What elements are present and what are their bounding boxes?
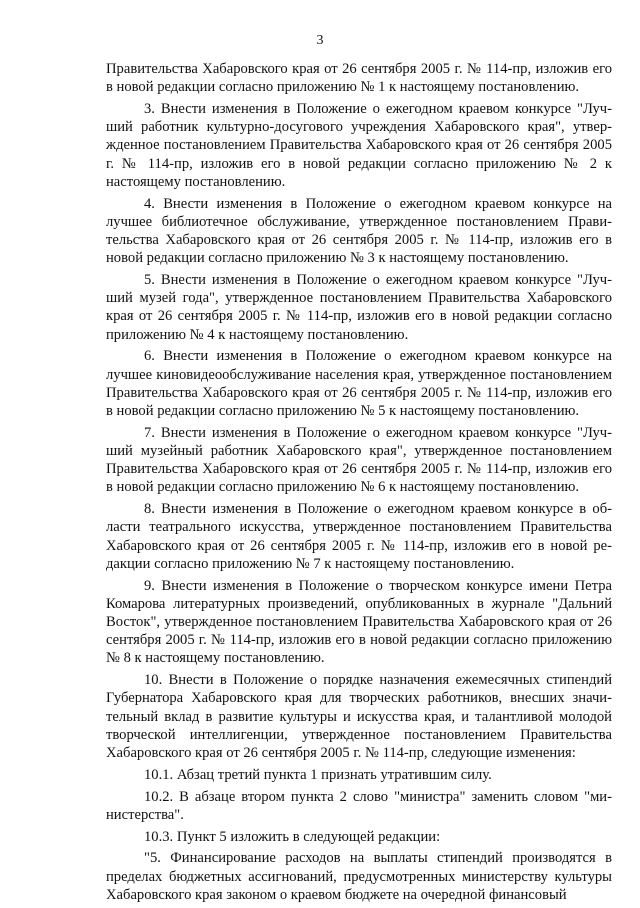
paragraph-continuation: Правительства Хабаровского края от 26 сентября 2005 г. № 114-пр, изложив его в новой редакции согласно приложению № 1 к настоящему постановлению.	[106, 61, 612, 96]
paragraph-item-4: 4. Внести изменения в Положение о ежегодном краевом конкурсе на лучшее библиотечное обслуживание, утвержденное постановлением Правительства Хабаровского края от 26 сентября 2005 г. № 114-пр, изложив его в новой редакции согласно приложению № 3 к настоящему постановлению.	[106, 195, 612, 267]
paragraph-item-9: 9. Внести изменения в Положение о творческом конкурсе имени Петра Комарова литературных произведений, опубликованных в журнале "Дальний Восток", утвержденное постановлением Правительства Хабаровского края от 26 сентября 2005 г. № 114-пр, изложив его в новой редакции согласно приложению № 8 к настоящему постановлению.	[106, 577, 612, 667]
document-body	[106, 60, 612, 908]
paragraph-item-10: 10. Внести в Положение о порядке назначения ежемесячных стипендий Губернатора Хабаровского края для творческих работников, внесших значительный вклад в развитие культуры и искусства края, и талантливой молодой творческой интеллигенции, утвержденное постановлением Правительства Хабаровского края от 26 сентября 2005 г. № 114-пр, следующие изменения:	[106, 672, 612, 762]
paragraph-item-6: 6. Внести изменения в Положение о ежегодном краевом конкурсе на лучшее киновидеообслуживание населения края, утвержденное постановлением Правительства Хабаровского края от 26 сентября 2005 г. № 114-пр, изложив его в новой редакции согласно приложению № 5 к настоящему постановлению.	[106, 348, 612, 420]
paragraph-quoted-item-5: "5. Финансирование расходов на выплаты стипендий производятся в пределах бюджетных ассигнований, предусмотренных министерству культуры Хабаровского края законом о краевом бюджете на очередной финансовый	[106, 850, 612, 903]
paragraph-item-3: 3. Внести изменения в Положение о ежегодном краевом конкурсе "Лучший работник культурно-досугового учреждения Хабаровского края", утвержденное постановлением Правительства Хабаровского края от 26 сентября 2005 г. № 114-пр, изложив его в новой редакции согласно приложению № 2 к настоящему постановлению.	[106, 101, 612, 190]
paragraph-item-10-3: 10.3. Пункт 5 изложить в следующей редакции:	[144, 828, 441, 845]
page-number: 3	[316, 33, 324, 48]
paragraph-item-10-1: 10.1. Абзац третий пункта 1 признать утратившим силу.	[144, 766, 492, 783]
paragraph-item-10-2: 10.2. В абзаце втором пункта 2 слово "министра" заменить словом "министерства".	[106, 788, 612, 823]
paragraph-item-7: 7. Внести изменения в Положение о ежегодном краевом конкурсе "Лучший музейный работник Хабаровского края", утвержденное постановлением Правительства Хабаровского края от 26 сентября 2005 г. № 114-пр, изложив его в новой редакции согласно приложению № 6 к настоящему постановлению.	[106, 424, 612, 496]
paragraph-item-8: 8. Внести изменения в Положение о ежегодном краевом конкурсе в области театрального искусства, утвержденное постановлением Правительства Хабаровского края от 26 сентября 2005 г. № 114-пр, изложив его в новой редакции согласно приложению № 7 к настоящему постановлению.	[106, 501, 612, 572]
paragraph-item-5: 5. Внести изменения в Положение о ежегодном краевом конкурсе "Лучший музей года", утвержденное постановлением Правительства Хабаровского края от 26 сентября 2005 г. № 114-пр, изложив его в новой редакции согласно приложению № 4 к настоящему постановлению.	[106, 272, 612, 343]
